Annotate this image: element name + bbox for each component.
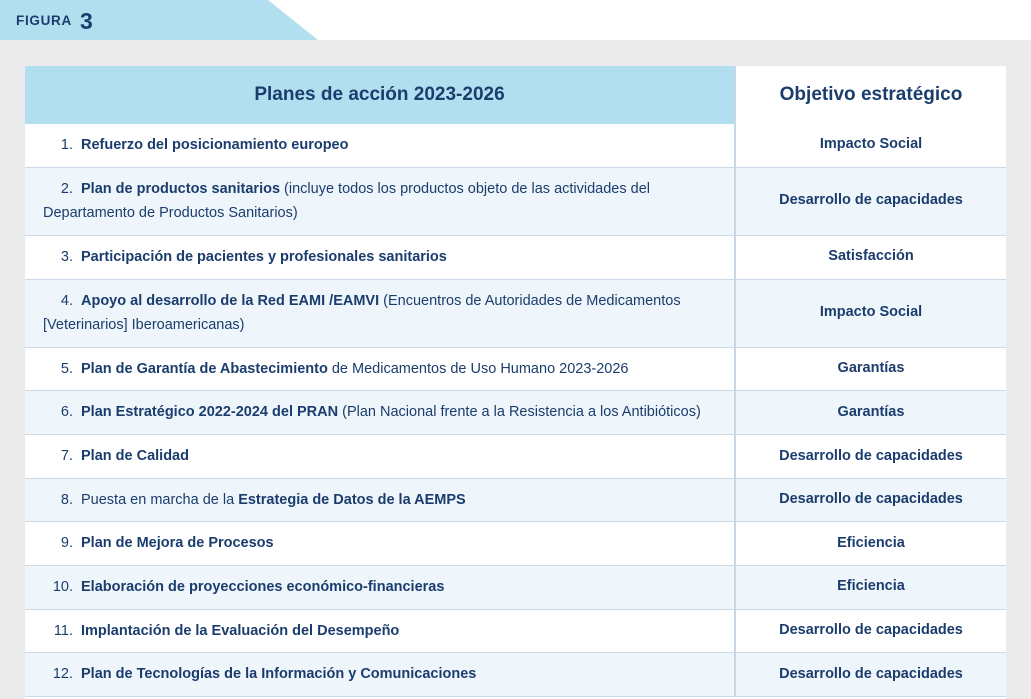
objective-cell: Garantías [735, 347, 1006, 391]
row-index: 1. [60, 137, 73, 153]
plan-text [81, 492, 466, 508]
figure-label-group [16, 0, 93, 40]
row-index: 6. [60, 404, 73, 421]
objective-cell: Eficiencia [735, 566, 1006, 610]
plan-cell [25, 124, 735, 167]
table-row [25, 235, 1006, 279]
plan-text-bold: Plan de Tecnologías de la Información y Comunicaciones [81, 666, 477, 683]
plan-text-bold: Plan de Mejora de Procesos [81, 535, 274, 552]
plan-cell [25, 167, 735, 235]
row-index: 7. [60, 448, 73, 465]
figure-number: 3 [79, 7, 93, 34]
plan-text-plain: (Plan Nacional frente a la Resistencia a los Antibióticos) [338, 404, 701, 421]
plan-cell [25, 478, 735, 522]
row-index: 2. [60, 180, 73, 197]
row-index: 12. [52, 666, 73, 683]
plan-text-bold: Participación de pacientes y profesionales sanitarios [81, 248, 447, 265]
plan-cell [25, 522, 735, 566]
plan-text-bold: Apoyo al desarrollo de la Red EAMI /EAMVI [81, 292, 380, 309]
table-row [25, 279, 1006, 347]
plan-text-bold: Implantación de la Evaluación del Desempeño [81, 622, 400, 639]
plan-text [81, 404, 701, 420]
plan-text-bold: Elaboración de proyecciones económico-financieras [81, 579, 445, 596]
plan-cell [25, 566, 735, 610]
plan-text-bold: Plan de productos sanitarios [81, 180, 281, 197]
table-body [25, 124, 1006, 696]
table-header-row [25, 66, 1006, 124]
table-row [25, 124, 1006, 167]
plan-text-plain: (incluye todos los productos objeto de las actividades del Departamento de Productos Sanitarios) [43, 180, 650, 222]
plan-text-bold: Plan de Garantía de Abastecimiento [81, 360, 328, 377]
objective-cell: Desarrollo de capacidades [735, 609, 1006, 653]
table-row [25, 435, 1006, 479]
plan-text [81, 249, 447, 265]
table-row [25, 609, 1006, 653]
plan-cell [25, 609, 735, 653]
plan-cell [25, 279, 735, 347]
objective-cell: Eficiencia [735, 522, 1006, 566]
table-row [25, 653, 1006, 697]
plan-text-bold: Refuerzo del posicionamiento europeo [81, 137, 349, 153]
plan-text-bold: Estrategia de Datos de la AEMPS [238, 491, 466, 508]
plan-text [81, 361, 629, 377]
figure-table-container [25, 66, 1006, 699]
plan-cell [25, 235, 735, 279]
plan-cell [25, 391, 735, 435]
column-header-plans: Planes de acción 2023-2026 [25, 66, 735, 124]
plan-text [81, 448, 189, 464]
row-index: 11. [53, 622, 73, 639]
plan-text-plain: (Encuentros de Autoridades de Medicamentos [Veterinarios] Iberoamericanas) [43, 292, 681, 334]
table-row [25, 522, 1006, 566]
figure-banner-slant [268, 0, 318, 40]
objective-cell: Impacto Social [735, 279, 1006, 347]
objective-cell: Desarrollo de capacidades [735, 435, 1006, 479]
objective-cell: Desarrollo de capacidades [735, 167, 1006, 235]
table-row [25, 478, 1006, 522]
plan-text [81, 666, 476, 682]
table-row [25, 167, 1006, 235]
plan-cell [25, 435, 735, 479]
plan-text [81, 535, 274, 551]
table-header [25, 66, 1006, 124]
plan-text-plain: de Medicamentos de Uso Humano 2023-2026 [327, 360, 629, 377]
plan-text [81, 579, 444, 595]
objective-cell: Desarrollo de capacidades [735, 653, 1006, 697]
objective-cell: Impacto Social [735, 124, 1006, 167]
row-index: 9. [60, 535, 73, 552]
table-row [25, 391, 1006, 435]
plan-text-lead: Puesta en marcha de la [81, 491, 239, 508]
table-row [25, 566, 1006, 610]
plan-text [81, 137, 348, 153]
plan-text-bold: Plan Estratégico 2022-2024 del PRAN [81, 404, 339, 421]
row-index: 3. [60, 248, 73, 265]
plan-text [43, 181, 650, 222]
row-index: 10. [52, 579, 73, 596]
table-row [25, 347, 1006, 391]
figure-banner [0, 0, 1031, 40]
row-index: 8. [60, 491, 73, 508]
objective-cell: Desarrollo de capacidades [735, 478, 1006, 522]
plan-text [43, 293, 681, 334]
column-header-objective: Objetivo estratégico [735, 66, 1006, 124]
plan-text-bold: Plan de Calidad [81, 448, 189, 465]
objective-cell: Satisfacción [735, 235, 1006, 279]
row-index: 4. [60, 292, 73, 309]
plan-cell [25, 347, 735, 391]
row-index: 5. [60, 360, 73, 377]
figure-label-word: FIGURA [16, 12, 72, 28]
plan-cell [25, 653, 735, 697]
action-plans-table [25, 66, 1006, 697]
plan-text [81, 623, 399, 639]
objective-cell: Garantías [735, 391, 1006, 435]
